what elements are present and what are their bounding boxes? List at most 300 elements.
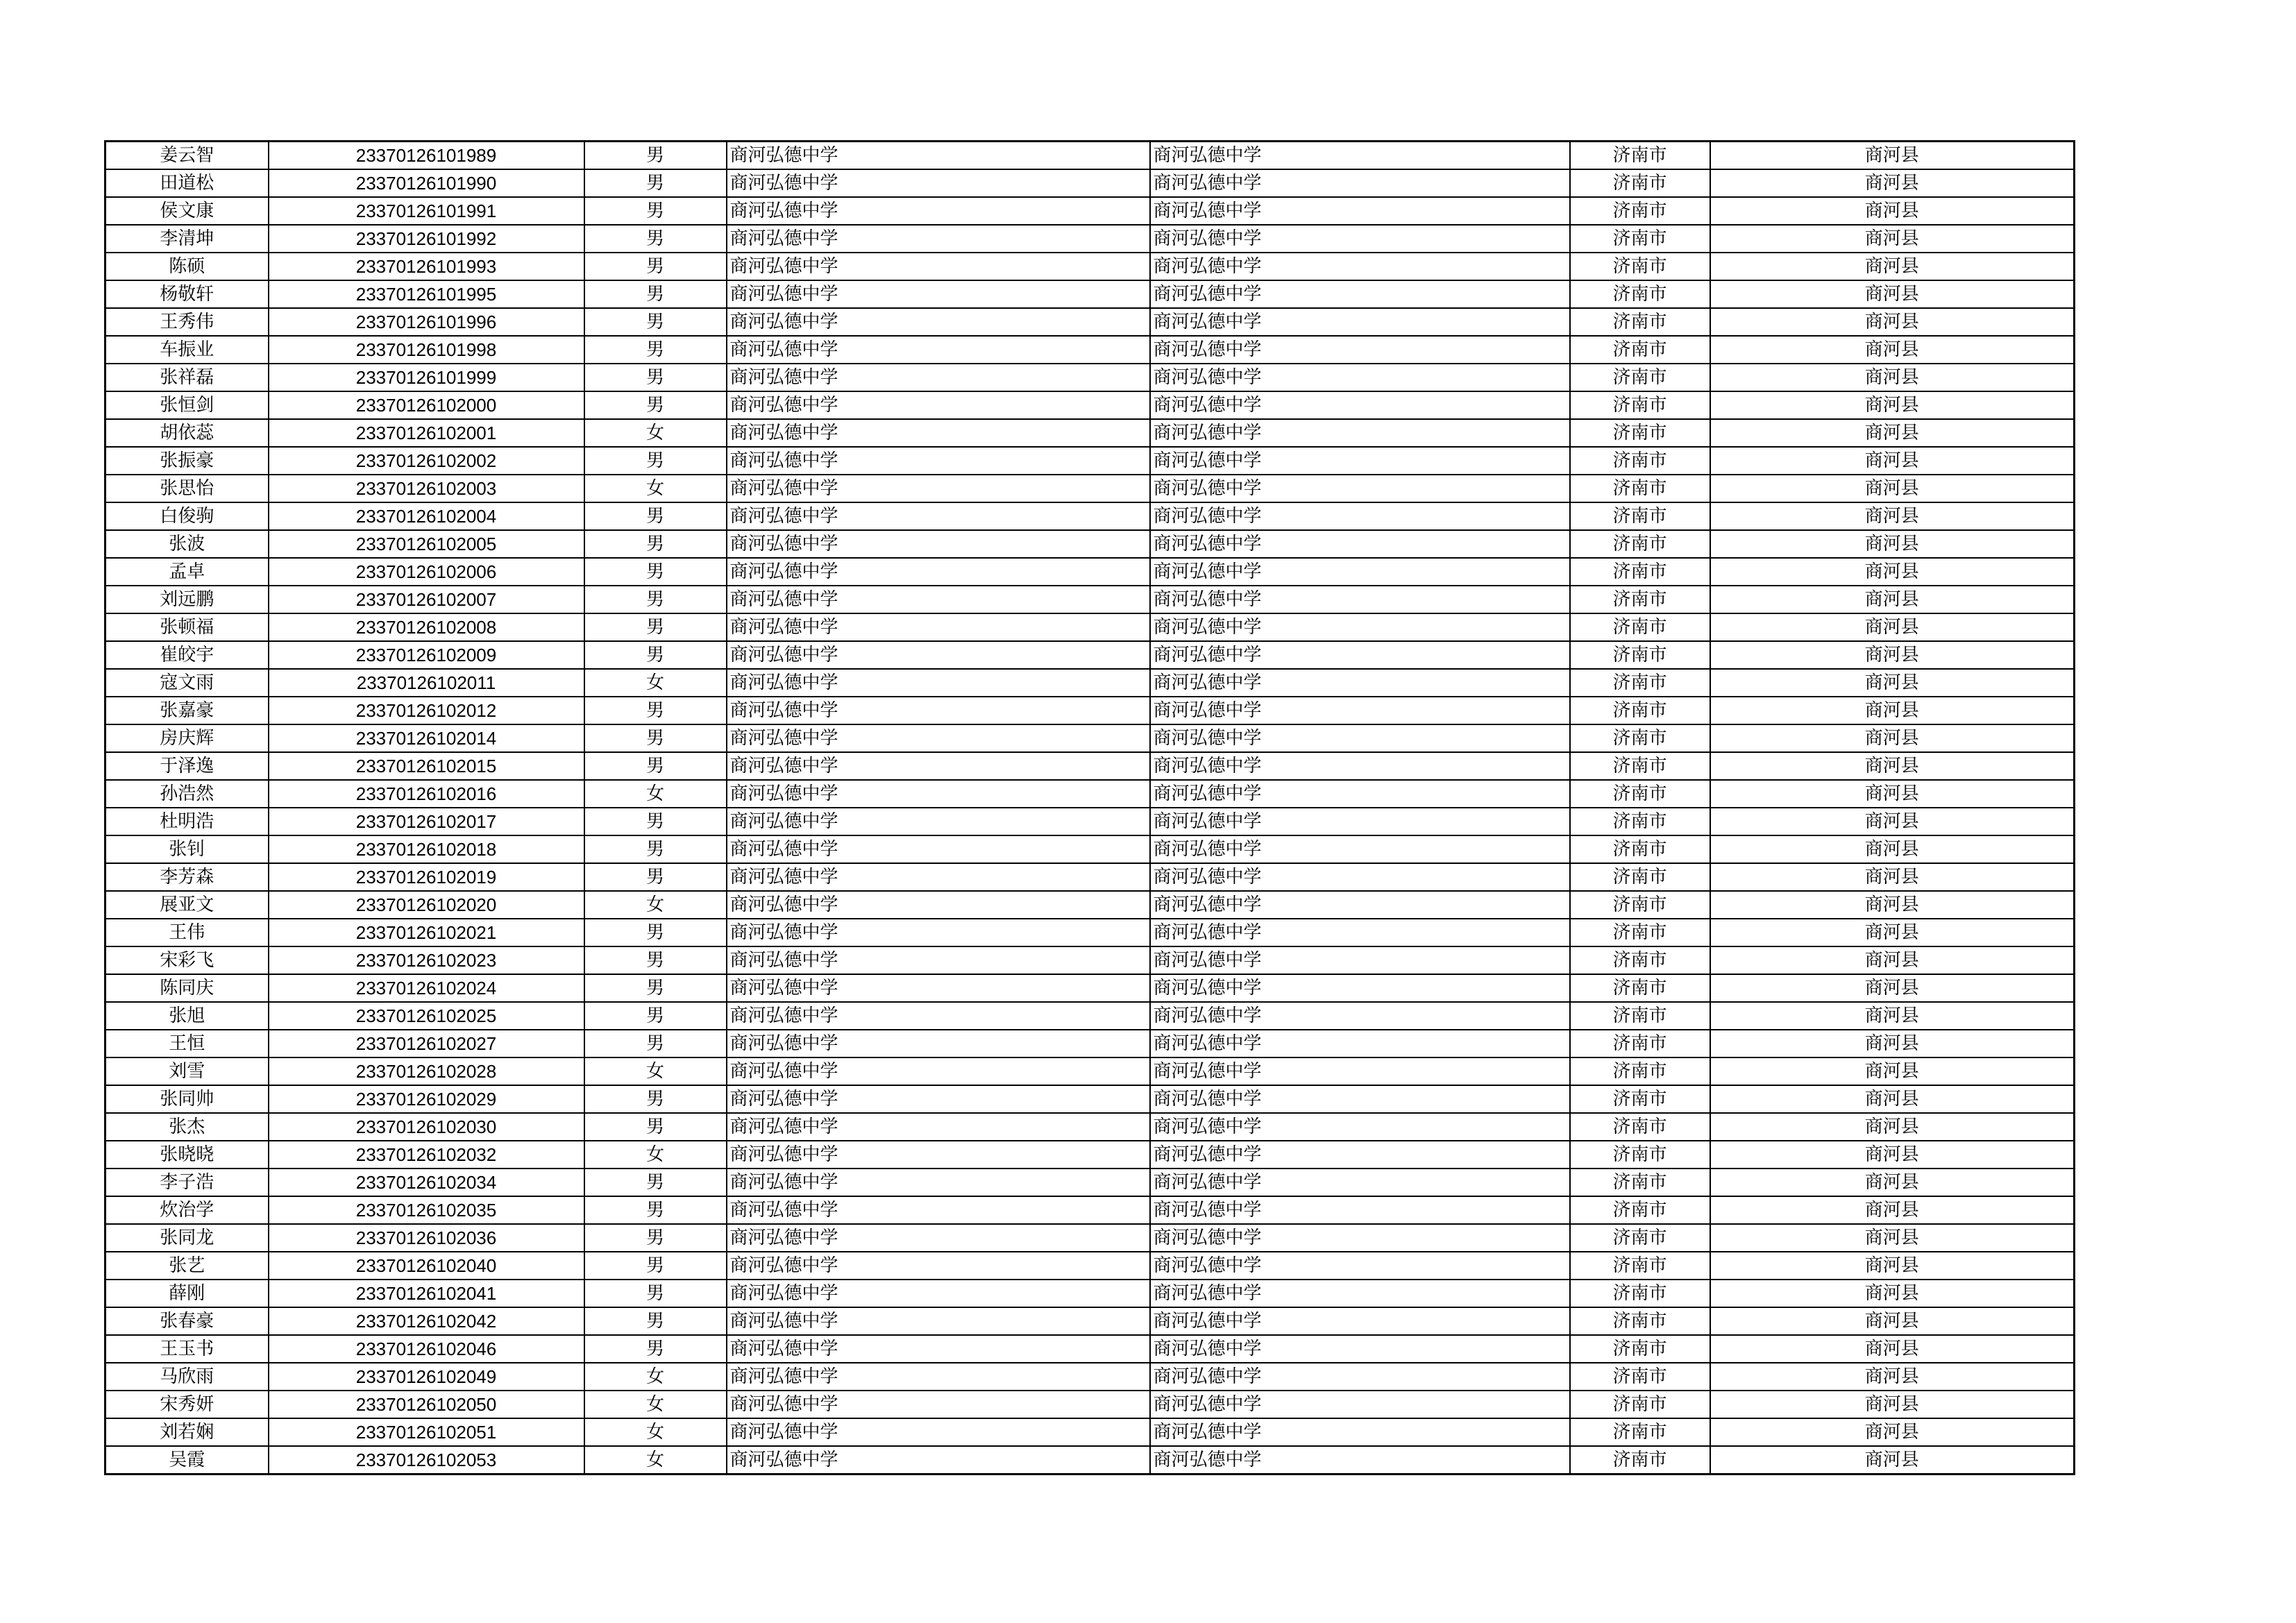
table-row bbox=[105, 586, 2075, 613]
table-row bbox=[105, 697, 2075, 724]
school-cell: 商河弘德中学 bbox=[727, 558, 1150, 586]
graduating-school-cell: 商河弘德中学 bbox=[1150, 253, 1570, 280]
county-cell: 商河县 bbox=[1710, 1446, 2075, 1475]
city-cell: 济南市 bbox=[1570, 1057, 1710, 1085]
county-cell: 商河县 bbox=[1710, 1280, 2075, 1307]
city-cell: 济南市 bbox=[1570, 558, 1710, 586]
exam-id-cell: 23370126102023 bbox=[269, 946, 584, 974]
student-name-cell: 张旭 bbox=[105, 1002, 269, 1030]
county-cell: 商河县 bbox=[1710, 1363, 2075, 1391]
gender-cell: 男 bbox=[584, 697, 727, 724]
table-row bbox=[105, 142, 2075, 170]
city-cell: 济南市 bbox=[1570, 1252, 1710, 1280]
table-row bbox=[105, 1391, 2075, 1418]
gender-cell: 男 bbox=[584, 558, 727, 586]
student-name-cell: 王恒 bbox=[105, 1030, 269, 1057]
exam-id-cell: 23370126102007 bbox=[269, 586, 584, 613]
graduating-school-cell: 商河弘德中学 bbox=[1150, 364, 1570, 391]
student-name-cell: 孟卓 bbox=[105, 558, 269, 586]
table-row bbox=[105, 1085, 2075, 1113]
student-name-cell: 姜云智 bbox=[105, 142, 269, 170]
city-cell: 济南市 bbox=[1570, 197, 1710, 225]
school-cell: 商河弘德中学 bbox=[727, 724, 1150, 752]
gender-cell: 女 bbox=[584, 475, 727, 502]
county-cell: 商河县 bbox=[1710, 558, 2075, 586]
graduating-school-cell: 商河弘德中学 bbox=[1150, 1307, 1570, 1335]
exam-id-cell: 23370126102046 bbox=[269, 1335, 584, 1363]
table-row bbox=[105, 724, 2075, 752]
county-cell: 商河县 bbox=[1710, 447, 2075, 475]
gender-cell: 男 bbox=[584, 280, 727, 308]
gender-cell: 男 bbox=[584, 974, 727, 1002]
gender-cell: 男 bbox=[584, 641, 727, 669]
county-cell: 商河县 bbox=[1710, 391, 2075, 419]
exam-id-cell: 23370126101998 bbox=[269, 336, 584, 364]
exam-id-cell: 23370126102005 bbox=[269, 530, 584, 558]
gender-cell: 女 bbox=[584, 1363, 727, 1391]
city-cell: 济南市 bbox=[1570, 447, 1710, 475]
student-name-cell: 张思怡 bbox=[105, 475, 269, 502]
table-row bbox=[105, 253, 2075, 280]
county-cell: 商河县 bbox=[1710, 530, 2075, 558]
table-row bbox=[105, 1141, 2075, 1169]
city-cell: 济南市 bbox=[1570, 974, 1710, 1002]
table-row bbox=[105, 752, 2075, 780]
gender-cell: 男 bbox=[584, 1030, 727, 1057]
city-cell: 济南市 bbox=[1570, 1280, 1710, 1307]
exam-id-cell: 23370126102050 bbox=[269, 1391, 584, 1418]
county-cell: 商河县 bbox=[1710, 891, 2075, 919]
county-cell: 商河县 bbox=[1710, 1085, 2075, 1113]
school-cell: 商河弘德中学 bbox=[727, 1391, 1150, 1418]
table-row bbox=[105, 808, 2075, 835]
student-name-cell: 于泽逸 bbox=[105, 752, 269, 780]
city-cell: 济南市 bbox=[1570, 530, 1710, 558]
county-cell: 商河县 bbox=[1710, 502, 2075, 530]
school-cell: 商河弘德中学 bbox=[727, 752, 1150, 780]
graduating-school-cell: 商河弘德中学 bbox=[1150, 974, 1570, 1002]
student-name-cell: 刘若娴 bbox=[105, 1418, 269, 1446]
student-name-cell: 张同帅 bbox=[105, 1085, 269, 1113]
school-cell: 商河弘德中学 bbox=[727, 641, 1150, 669]
county-cell: 商河县 bbox=[1710, 641, 2075, 669]
graduating-school-cell: 商河弘德中学 bbox=[1150, 1113, 1570, 1141]
student-name-cell: 张祥磊 bbox=[105, 364, 269, 391]
school-cell: 商河弘德中学 bbox=[727, 669, 1150, 697]
exam-id-cell: 23370126102019 bbox=[269, 863, 584, 891]
table-row bbox=[105, 613, 2075, 641]
student-name-cell: 张春豪 bbox=[105, 1307, 269, 1335]
county-cell: 商河县 bbox=[1710, 752, 2075, 780]
county-cell: 商河县 bbox=[1710, 613, 2075, 641]
graduating-school-cell: 商河弘德中学 bbox=[1150, 1196, 1570, 1224]
exam-id-cell: 23370126101991 bbox=[269, 197, 584, 225]
table-row bbox=[105, 863, 2075, 891]
county-cell: 商河县 bbox=[1710, 225, 2075, 253]
graduating-school-cell: 商河弘德中学 bbox=[1150, 1363, 1570, 1391]
school-cell: 商河弘德中学 bbox=[727, 891, 1150, 919]
exam-id-cell: 23370126102049 bbox=[269, 1363, 584, 1391]
graduating-school-cell: 商河弘德中学 bbox=[1150, 891, 1570, 919]
student-name-cell: 张同龙 bbox=[105, 1224, 269, 1252]
county-cell: 商河县 bbox=[1710, 697, 2075, 724]
table-row bbox=[105, 419, 2075, 447]
table-row bbox=[105, 1307, 2075, 1335]
roster-body bbox=[105, 142, 2075, 1475]
graduating-school-cell: 商河弘德中学 bbox=[1150, 613, 1570, 641]
exam-id-cell: 23370126102051 bbox=[269, 1418, 584, 1446]
student-name-cell: 杨敬轩 bbox=[105, 280, 269, 308]
county-cell: 商河县 bbox=[1710, 586, 2075, 613]
city-cell: 济南市 bbox=[1570, 253, 1710, 280]
county-cell: 商河县 bbox=[1710, 253, 2075, 280]
county-cell: 商河县 bbox=[1710, 280, 2075, 308]
gender-cell: 男 bbox=[584, 1335, 727, 1363]
gender-cell: 男 bbox=[584, 1252, 727, 1280]
county-cell: 商河县 bbox=[1710, 364, 2075, 391]
table-row bbox=[105, 1196, 2075, 1224]
graduating-school-cell: 商河弘德中学 bbox=[1150, 1085, 1570, 1113]
exam-id-cell: 23370126102040 bbox=[269, 1252, 584, 1280]
county-cell: 商河县 bbox=[1710, 1252, 2075, 1280]
gender-cell: 男 bbox=[584, 919, 727, 946]
city-cell: 济南市 bbox=[1570, 1030, 1710, 1057]
school-cell: 商河弘德中学 bbox=[727, 169, 1150, 197]
table-row bbox=[105, 391, 2075, 419]
graduating-school-cell: 商河弘德中学 bbox=[1150, 1280, 1570, 1307]
exam-id-cell: 23370126102035 bbox=[269, 1196, 584, 1224]
table-row bbox=[105, 197, 2075, 225]
student-name-cell: 李清坤 bbox=[105, 225, 269, 253]
county-cell: 商河县 bbox=[1710, 1196, 2075, 1224]
gender-cell: 男 bbox=[584, 946, 727, 974]
county-cell: 商河县 bbox=[1710, 336, 2075, 364]
gender-cell: 男 bbox=[584, 1169, 727, 1196]
city-cell: 济南市 bbox=[1570, 752, 1710, 780]
school-cell: 商河弘德中学 bbox=[727, 280, 1150, 308]
exam-id-cell: 23370126102032 bbox=[269, 1141, 584, 1169]
gender-cell: 男 bbox=[584, 1113, 727, 1141]
table-row bbox=[105, 780, 2075, 808]
gender-cell: 女 bbox=[584, 780, 727, 808]
graduating-school-cell: 商河弘德中学 bbox=[1150, 919, 1570, 946]
student-name-cell: 张钊 bbox=[105, 835, 269, 863]
student-name-cell: 马欣雨 bbox=[105, 1363, 269, 1391]
gender-cell: 男 bbox=[584, 724, 727, 752]
student-name-cell: 李子浩 bbox=[105, 1169, 269, 1196]
graduating-school-cell: 商河弘德中学 bbox=[1150, 1002, 1570, 1030]
student-name-cell: 宋秀妍 bbox=[105, 1391, 269, 1418]
county-cell: 商河县 bbox=[1710, 1057, 2075, 1085]
exam-id-cell: 23370126102003 bbox=[269, 475, 584, 502]
table-row bbox=[105, 502, 2075, 530]
student-name-cell: 吴霞 bbox=[105, 1446, 269, 1475]
student-name-cell: 张嘉豪 bbox=[105, 697, 269, 724]
gender-cell: 男 bbox=[584, 142, 727, 170]
exam-id-cell: 23370126101995 bbox=[269, 280, 584, 308]
student-name-cell: 张杰 bbox=[105, 1113, 269, 1141]
student-name-cell: 展亚文 bbox=[105, 891, 269, 919]
county-cell: 商河县 bbox=[1710, 919, 2075, 946]
county-cell: 商河县 bbox=[1710, 1169, 2075, 1196]
graduating-school-cell: 商河弘德中学 bbox=[1150, 946, 1570, 974]
table-row bbox=[105, 1113, 2075, 1141]
exam-id-cell: 23370126102016 bbox=[269, 780, 584, 808]
table-row bbox=[105, 225, 2075, 253]
school-cell: 商河弘德中学 bbox=[727, 1335, 1150, 1363]
graduating-school-cell: 商河弘德中学 bbox=[1150, 724, 1570, 752]
school-cell: 商河弘德中学 bbox=[727, 1196, 1150, 1224]
gender-cell: 男 bbox=[584, 447, 727, 475]
school-cell: 商河弘德中学 bbox=[727, 808, 1150, 835]
county-cell: 商河县 bbox=[1710, 1141, 2075, 1169]
city-cell: 济南市 bbox=[1570, 641, 1710, 669]
graduating-school-cell: 商河弘德中学 bbox=[1150, 1169, 1570, 1196]
table-row bbox=[105, 641, 2075, 669]
school-cell: 商河弘德中学 bbox=[727, 1141, 1150, 1169]
city-cell: 济南市 bbox=[1570, 142, 1710, 170]
county-cell: 商河县 bbox=[1710, 780, 2075, 808]
exam-id-cell: 23370126102001 bbox=[269, 419, 584, 447]
student-name-cell: 陈硕 bbox=[105, 253, 269, 280]
gender-cell: 女 bbox=[584, 669, 727, 697]
city-cell: 济南市 bbox=[1570, 1224, 1710, 1252]
county-cell: 商河县 bbox=[1710, 946, 2075, 974]
table-row bbox=[105, 558, 2075, 586]
table-row bbox=[105, 1224, 2075, 1252]
exam-id-cell: 23370126102006 bbox=[269, 558, 584, 586]
student-name-cell: 侯文康 bbox=[105, 197, 269, 225]
city-cell: 济南市 bbox=[1570, 1335, 1710, 1363]
exam-id-cell: 23370126102014 bbox=[269, 724, 584, 752]
school-cell: 商河弘德中学 bbox=[727, 919, 1150, 946]
gender-cell: 男 bbox=[584, 586, 727, 613]
gender-cell: 男 bbox=[584, 1280, 727, 1307]
school-cell: 商河弘德中学 bbox=[727, 863, 1150, 891]
gender-cell: 男 bbox=[584, 308, 727, 336]
county-cell: 商河县 bbox=[1710, 1335, 2075, 1363]
school-cell: 商河弘德中学 bbox=[727, 308, 1150, 336]
city-cell: 济南市 bbox=[1570, 1002, 1710, 1030]
exam-id-cell: 23370126102025 bbox=[269, 1002, 584, 1030]
graduating-school-cell: 商河弘德中学 bbox=[1150, 391, 1570, 419]
exam-id-cell: 23370126102027 bbox=[269, 1030, 584, 1057]
school-cell: 商河弘德中学 bbox=[727, 613, 1150, 641]
table-row bbox=[105, 1446, 2075, 1475]
table-row bbox=[105, 475, 2075, 502]
city-cell: 济南市 bbox=[1570, 586, 1710, 613]
city-cell: 济南市 bbox=[1570, 391, 1710, 419]
city-cell: 济南市 bbox=[1570, 669, 1710, 697]
city-cell: 济南市 bbox=[1570, 613, 1710, 641]
county-cell: 商河县 bbox=[1710, 808, 2075, 835]
student-name-cell: 刘远鹏 bbox=[105, 586, 269, 613]
exam-id-cell: 23370126102012 bbox=[269, 697, 584, 724]
city-cell: 济南市 bbox=[1570, 308, 1710, 336]
gender-cell: 女 bbox=[584, 1057, 727, 1085]
city-cell: 济南市 bbox=[1570, 1446, 1710, 1475]
table-row bbox=[105, 1280, 2075, 1307]
student-name-cell: 张顿福 bbox=[105, 613, 269, 641]
school-cell: 商河弘德中学 bbox=[727, 530, 1150, 558]
exam-id-cell: 23370126102000 bbox=[269, 391, 584, 419]
graduating-school-cell: 商河弘德中学 bbox=[1150, 336, 1570, 364]
graduating-school-cell: 商河弘德中学 bbox=[1150, 308, 1570, 336]
city-cell: 济南市 bbox=[1570, 1141, 1710, 1169]
exam-id-cell: 23370126102004 bbox=[269, 502, 584, 530]
table-row bbox=[105, 447, 2075, 475]
graduating-school-cell: 商河弘德中学 bbox=[1150, 586, 1570, 613]
table-row bbox=[105, 669, 2075, 697]
city-cell: 济南市 bbox=[1570, 1196, 1710, 1224]
graduating-school-cell: 商河弘德中学 bbox=[1150, 1030, 1570, 1057]
county-cell: 商河县 bbox=[1710, 1224, 2075, 1252]
graduating-school-cell: 商河弘德中学 bbox=[1150, 225, 1570, 253]
table-row bbox=[105, 530, 2075, 558]
city-cell: 济南市 bbox=[1570, 863, 1710, 891]
exam-id-cell: 23370126102018 bbox=[269, 835, 584, 863]
county-cell: 商河县 bbox=[1710, 1030, 2075, 1057]
exam-id-cell: 23370126101993 bbox=[269, 253, 584, 280]
city-cell: 济南市 bbox=[1570, 780, 1710, 808]
school-cell: 商河弘德中学 bbox=[727, 835, 1150, 863]
school-cell: 商河弘德中学 bbox=[727, 475, 1150, 502]
school-cell: 商河弘德中学 bbox=[727, 364, 1150, 391]
school-cell: 商河弘德中学 bbox=[727, 697, 1150, 724]
student-name-cell: 王伟 bbox=[105, 919, 269, 946]
gender-cell: 男 bbox=[584, 253, 727, 280]
county-cell: 商河县 bbox=[1710, 475, 2075, 502]
school-cell: 商河弘德中学 bbox=[727, 502, 1150, 530]
county-cell: 商河县 bbox=[1710, 974, 2075, 1002]
graduating-school-cell: 商河弘德中学 bbox=[1150, 1252, 1570, 1280]
student-name-cell: 崔皎宇 bbox=[105, 641, 269, 669]
school-cell: 商河弘德中学 bbox=[727, 336, 1150, 364]
table-row bbox=[105, 946, 2075, 974]
exam-id-cell: 23370126102009 bbox=[269, 641, 584, 669]
county-cell: 商河县 bbox=[1710, 142, 2075, 170]
city-cell: 济南市 bbox=[1570, 697, 1710, 724]
school-cell: 商河弘德中学 bbox=[727, 1002, 1150, 1030]
gender-cell: 女 bbox=[584, 1391, 727, 1418]
graduating-school-cell: 商河弘德中学 bbox=[1150, 1446, 1570, 1475]
student-name-cell: 王玉书 bbox=[105, 1335, 269, 1363]
student-name-cell: 陈同庆 bbox=[105, 974, 269, 1002]
student-name-cell: 刘雪 bbox=[105, 1057, 269, 1085]
table-row bbox=[105, 1057, 2075, 1085]
school-cell: 商河弘德中学 bbox=[727, 1418, 1150, 1446]
city-cell: 济南市 bbox=[1570, 475, 1710, 502]
city-cell: 济南市 bbox=[1570, 364, 1710, 391]
table-row bbox=[105, 835, 2075, 863]
exam-id-cell: 23370126101999 bbox=[269, 364, 584, 391]
school-cell: 商河弘德中学 bbox=[727, 1057, 1150, 1085]
gender-cell: 男 bbox=[584, 169, 727, 197]
gender-cell: 男 bbox=[584, 336, 727, 364]
student-name-cell: 张波 bbox=[105, 530, 269, 558]
exam-id-cell: 23370126102021 bbox=[269, 919, 584, 946]
student-roster-table bbox=[104, 140, 2075, 1475]
county-cell: 商河县 bbox=[1710, 1002, 2075, 1030]
graduating-school-cell: 商河弘德中学 bbox=[1150, 835, 1570, 863]
student-name-cell: 薛刚 bbox=[105, 1280, 269, 1307]
student-name-cell: 寇文雨 bbox=[105, 669, 269, 697]
table-row bbox=[105, 1169, 2075, 1196]
student-name-cell: 车振业 bbox=[105, 336, 269, 364]
graduating-school-cell: 商河弘德中学 bbox=[1150, 697, 1570, 724]
table-row bbox=[105, 919, 2075, 946]
gender-cell: 女 bbox=[584, 1141, 727, 1169]
student-name-cell: 白俊驹 bbox=[105, 502, 269, 530]
city-cell: 济南市 bbox=[1570, 946, 1710, 974]
table-row bbox=[105, 1252, 2075, 1280]
gender-cell: 男 bbox=[584, 1002, 727, 1030]
city-cell: 济南市 bbox=[1570, 225, 1710, 253]
gender-cell: 男 bbox=[584, 197, 727, 225]
student-name-cell: 炊治学 bbox=[105, 1196, 269, 1224]
school-cell: 商河弘德中学 bbox=[727, 586, 1150, 613]
county-cell: 商河县 bbox=[1710, 419, 2075, 447]
graduating-school-cell: 商河弘德中学 bbox=[1150, 1335, 1570, 1363]
city-cell: 济南市 bbox=[1570, 280, 1710, 308]
exam-id-cell: 23370126102024 bbox=[269, 974, 584, 1002]
student-name-cell: 王秀伟 bbox=[105, 308, 269, 336]
gender-cell: 男 bbox=[584, 1196, 727, 1224]
exam-id-cell: 23370126101989 bbox=[269, 142, 584, 170]
school-cell: 商河弘德中学 bbox=[727, 447, 1150, 475]
school-cell: 商河弘德中学 bbox=[727, 1363, 1150, 1391]
gender-cell: 女 bbox=[584, 1446, 727, 1475]
exam-id-cell: 23370126102008 bbox=[269, 613, 584, 641]
exam-id-cell: 23370126102002 bbox=[269, 447, 584, 475]
graduating-school-cell: 商河弘德中学 bbox=[1150, 197, 1570, 225]
student-name-cell: 杜明浩 bbox=[105, 808, 269, 835]
county-cell: 商河县 bbox=[1710, 197, 2075, 225]
gender-cell: 女 bbox=[584, 1418, 727, 1446]
school-cell: 商河弘德中学 bbox=[727, 1113, 1150, 1141]
city-cell: 济南市 bbox=[1570, 1169, 1710, 1196]
gender-cell: 女 bbox=[584, 891, 727, 919]
school-cell: 商河弘德中学 bbox=[727, 1169, 1150, 1196]
gender-cell: 男 bbox=[584, 364, 727, 391]
exam-id-cell: 23370126102030 bbox=[269, 1113, 584, 1141]
graduating-school-cell: 商河弘德中学 bbox=[1150, 780, 1570, 808]
table-row bbox=[105, 1335, 2075, 1363]
graduating-school-cell: 商河弘德中学 bbox=[1150, 669, 1570, 697]
exam-id-cell: 23370126102017 bbox=[269, 808, 584, 835]
school-cell: 商河弘德中学 bbox=[727, 1446, 1150, 1475]
exam-id-cell: 23370126101996 bbox=[269, 308, 584, 336]
school-cell: 商河弘德中学 bbox=[727, 974, 1150, 1002]
exam-id-cell: 23370126102034 bbox=[269, 1169, 584, 1196]
graduating-school-cell: 商河弘德中学 bbox=[1150, 169, 1570, 197]
graduating-school-cell: 商河弘德中学 bbox=[1150, 502, 1570, 530]
city-cell: 济南市 bbox=[1570, 1363, 1710, 1391]
student-name-cell: 房庆辉 bbox=[105, 724, 269, 752]
student-name-cell: 张恒剑 bbox=[105, 391, 269, 419]
exam-id-cell: 23370126101992 bbox=[269, 225, 584, 253]
county-cell: 商河县 bbox=[1710, 724, 2075, 752]
student-name-cell: 田道松 bbox=[105, 169, 269, 197]
school-cell: 商河弘德中学 bbox=[727, 142, 1150, 170]
school-cell: 商河弘德中学 bbox=[727, 1307, 1150, 1335]
table-row bbox=[105, 1418, 2075, 1446]
graduating-school-cell: 商河弘德中学 bbox=[1150, 1418, 1570, 1446]
student-name-cell: 张振豪 bbox=[105, 447, 269, 475]
school-cell: 商河弘德中学 bbox=[727, 1030, 1150, 1057]
county-cell: 商河县 bbox=[1710, 669, 2075, 697]
graduating-school-cell: 商河弘德中学 bbox=[1150, 475, 1570, 502]
